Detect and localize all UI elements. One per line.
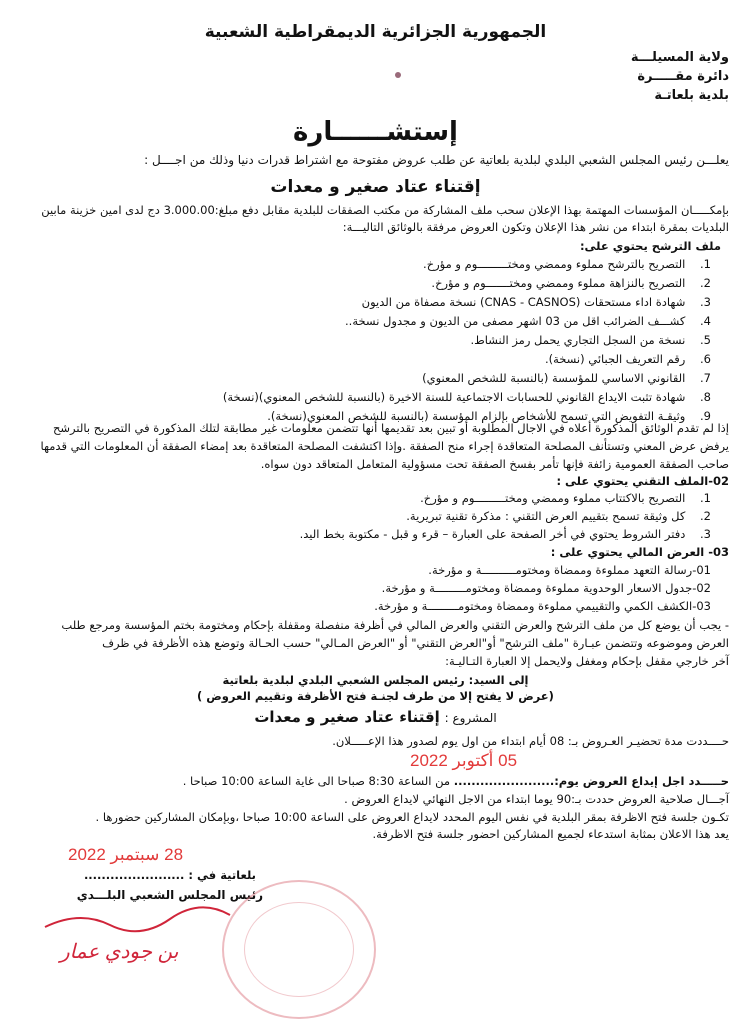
item-number: 2. <box>700 276 711 290</box>
signature-scribble <box>40 905 240 935</box>
availability-line: بإمكـــــان المؤسسات المهتمة بهذا الإعلان سحب ملف المشاركة من مكتب الصفقات للبلدية مقابل دفع مبلغ:3.000.00 دج لدى امين خزينة مابين <box>41 203 729 217</box>
candidature-item <box>431 275 711 291</box>
wilaya-label: ولاية المسيلـــة <box>630 50 729 65</box>
financial-item: 02-جدول الاسعار الوحدوية مملوءة وممضاة ومختومـــــــــة و مؤرخة. <box>381 581 711 595</box>
item-number: 7. <box>700 371 711 385</box>
item-text: كل وثيقة تسمح بتقييم العرض التقني : مذكرة تقنية تبريرية. <box>406 509 686 523</box>
invitation-line: يعد هذا الاعلان بمثابة استدعاء لجميع المشاركين احضور جلسة فتح الاظرفة. <box>372 827 729 841</box>
deposit-date-stamp: 05 أكتوبر 2022 <box>410 751 518 770</box>
item-number: 1. <box>700 257 711 271</box>
envelope-line: - يجب أن يوضع كل من ملف الترشح والعرض التقني والعرض المالي في أظرفة منفصلة ومقفلة بإحكام ومختومة بختم المؤسسة ومرجع طلب <box>61 618 729 632</box>
warning-line: صاحب الصفقة العمومية زائفة فإنها تأمر بفسخ الصفقة تحت مسؤولية المتعامل المتعاقد دون سواه. <box>260 457 729 471</box>
item-number: 5. <box>700 333 711 347</box>
item-number: 1. <box>700 491 711 505</box>
financial-heading: 03- العرض المالي يحتوي على : <box>550 545 729 559</box>
candidature-item <box>345 313 711 329</box>
deposit-line <box>183 773 729 789</box>
warning-line: يرفض عرض المعني وتستأنف المصلحة المتعاقدة إجراء منح الصفقة .وإذا اكتشفت المصلحة المتعاقدة بعد إمضاء الصفقة أن المعلومات التي قدمها <box>40 439 729 453</box>
warning-line: إذا لم تقدم الوثائق المذكورة أعلاه في الاجال المطلوبة أو تبين بعد تقديمها أنها تتضمن معلومات غير مطابقة لتلك المذكورة في التصريح بالترشح <box>53 421 729 435</box>
item-text: نسخة من السجل التجاري يحمل رمز النشاط. <box>470 333 686 347</box>
item-text: كشـــف الضرائب اقل من 03 اشهر مصفى من الديون و مجدول نسخة.. <box>345 314 686 328</box>
availability-line: البلديات بمقرة ابتداء من نشر هذا الإعلان وتكون العروض مرفقة بالوثائق التاليـــة: <box>342 220 729 234</box>
envelope-line: آخر خارجي مقفل بإحكام ومغفل ولايحمل إلا العبارة التـاليـة: <box>445 654 729 668</box>
item-text: رقم التعريف الجبائي (نسخة). <box>544 352 686 366</box>
technical-item <box>420 490 711 506</box>
project-label: المشروع : <box>444 711 497 725</box>
candidature-item <box>422 370 711 386</box>
issue-date-stamp: 28 سبتمبر 2022 <box>68 845 184 864</box>
project-value: إقتناء عتاد صغير و معدات <box>254 708 440 726</box>
item-text: التصريح بالنزاهة مملوء وممضي ومختـــــــوم و مؤرخ. <box>431 276 686 290</box>
item-number: 2. <box>700 509 711 523</box>
financial-item: 03-الكشف الكمي والتقييمي مملوءة وممضاة ومختومـــــــــة و مؤرخة. <box>374 599 711 613</box>
item-text: التصريح بالاكتتاب مملوء وممضي ومختـــــــــوم و مؤرخ. <box>420 491 686 505</box>
signatory-title: رئيس المجلس الشعبي البلـــدي <box>76 888 263 902</box>
subject-heading: إقتناء عتاد صغير و معدات <box>270 177 481 197</box>
signature-name: بن جودي عمار <box>60 941 179 963</box>
item-number: 3. <box>700 527 711 541</box>
item-number: 3. <box>700 295 711 309</box>
item-number: 4. <box>700 314 711 328</box>
financial-item: 01-رسالة التعهد مملوءة وممضاة ومختومــــــــــة و مؤرخة. <box>428 563 711 577</box>
item-text: القانوني الاساسي للمؤسسة (بالنسبة للشخص المعنوي) <box>422 371 686 385</box>
item-text: شهادة تثبت الايداع القانوني للحسابات الاجتماعية للسنة الاخيرة (بالنسبة للشخص المعنوي)(نسخة) <box>222 390 686 404</box>
republic-title: الجمهورية الجزائرية الديمقراطية الشعبية <box>204 22 547 42</box>
item-text: وثيقـة التفويض التي تسمح للأشخاص بإلزام المؤسسة (بالنسبة للشخص المعنوي(نسخة). <box>267 409 686 423</box>
official-seal <box>222 880 376 1019</box>
technical-item <box>300 526 711 542</box>
candidature-item <box>545 351 711 367</box>
validity-line: آجـــال صلاحية العروض حددت بـ:90 يوما ابتداء من الاجل النهائي لايداع العروض . <box>344 792 729 806</box>
punch-dot <box>395 72 401 78</box>
envelope-line: العرض وموضوعه وتتضمن عبـارة "ملف الترشح" أو"العرض التقني" أو "العرض المـالي" حسب الحـالة وتوضع هذه الأظرفة في ظرف <box>102 636 729 650</box>
candidature-item <box>362 294 711 310</box>
intro-text: يعلـــن رئيس المجلس الشعبي البلدي لبلدية بلعاتية عن طلب عروض مفتوحة مع اشتراط قدرات دنيا وذلك من اجــــل : <box>144 153 729 167</box>
commune-label: بلدية بلعاتـة <box>654 88 729 103</box>
address-note: (عرض لا يفتح إلا من طرف لجنـة فتح الأظرفة وتقييم العروض ) <box>197 689 554 703</box>
item-number: 8. <box>700 390 711 404</box>
candidature-item <box>223 389 711 405</box>
item-number: 9. <box>700 409 711 423</box>
item-text: التصريح بالترشح مملوء وممضي ومختـــــــــوم و مؤرخ. <box>423 257 686 271</box>
prep-deadline: حــــددت مدة تحضيـر العـروض بـ: 08 أيام ابتداء من اول يوم لصدور هذا الإعـــــلان. <box>332 734 729 748</box>
technical-heading: 02-الملف التقني يحتوي على : <box>556 474 729 488</box>
document-title: إستشــــــارة <box>293 117 458 147</box>
item-number: 6. <box>700 352 711 366</box>
candidature-heading: ملف الترشح يحتوي على: <box>579 239 721 253</box>
deposit-time: من الساعة 8:30 صباحا الى غاية الساعة 10:00 صباحا . <box>182 774 451 788</box>
deposit-label: حـــــدد اجل إيداع العروض يوم:....................... <box>453 774 729 788</box>
item-text: شهادة اداء مستحقات (CNAS - CASNOS) نسخة مصفاة من الديون <box>361 295 686 309</box>
address-line: إلى السيد: رئيس المجلس الشعبي البلدي لبلدية بلعاتية <box>222 673 529 687</box>
place-date-label: بلعاتية في : ....................... <box>83 868 256 882</box>
candidature-item <box>423 256 711 272</box>
project-line <box>0 707 751 728</box>
candidature-item <box>470 332 711 348</box>
daira-label: دائرة مقـــــرة <box>637 69 729 84</box>
item-text: دفتر الشروط يحتوي في أخر الصفحة على العبارة – قرء و قبل - مكتوبة بخط اليد. <box>299 527 686 541</box>
opening-line: تكـون جلسة فتح الاظرفة بمقر البلدية في نفس اليوم المحدد لايداع العروض على الساعة 10:00 صباحا ،وبإمكان المشاركين حضورها . <box>95 810 729 824</box>
technical-item <box>406 508 711 524</box>
